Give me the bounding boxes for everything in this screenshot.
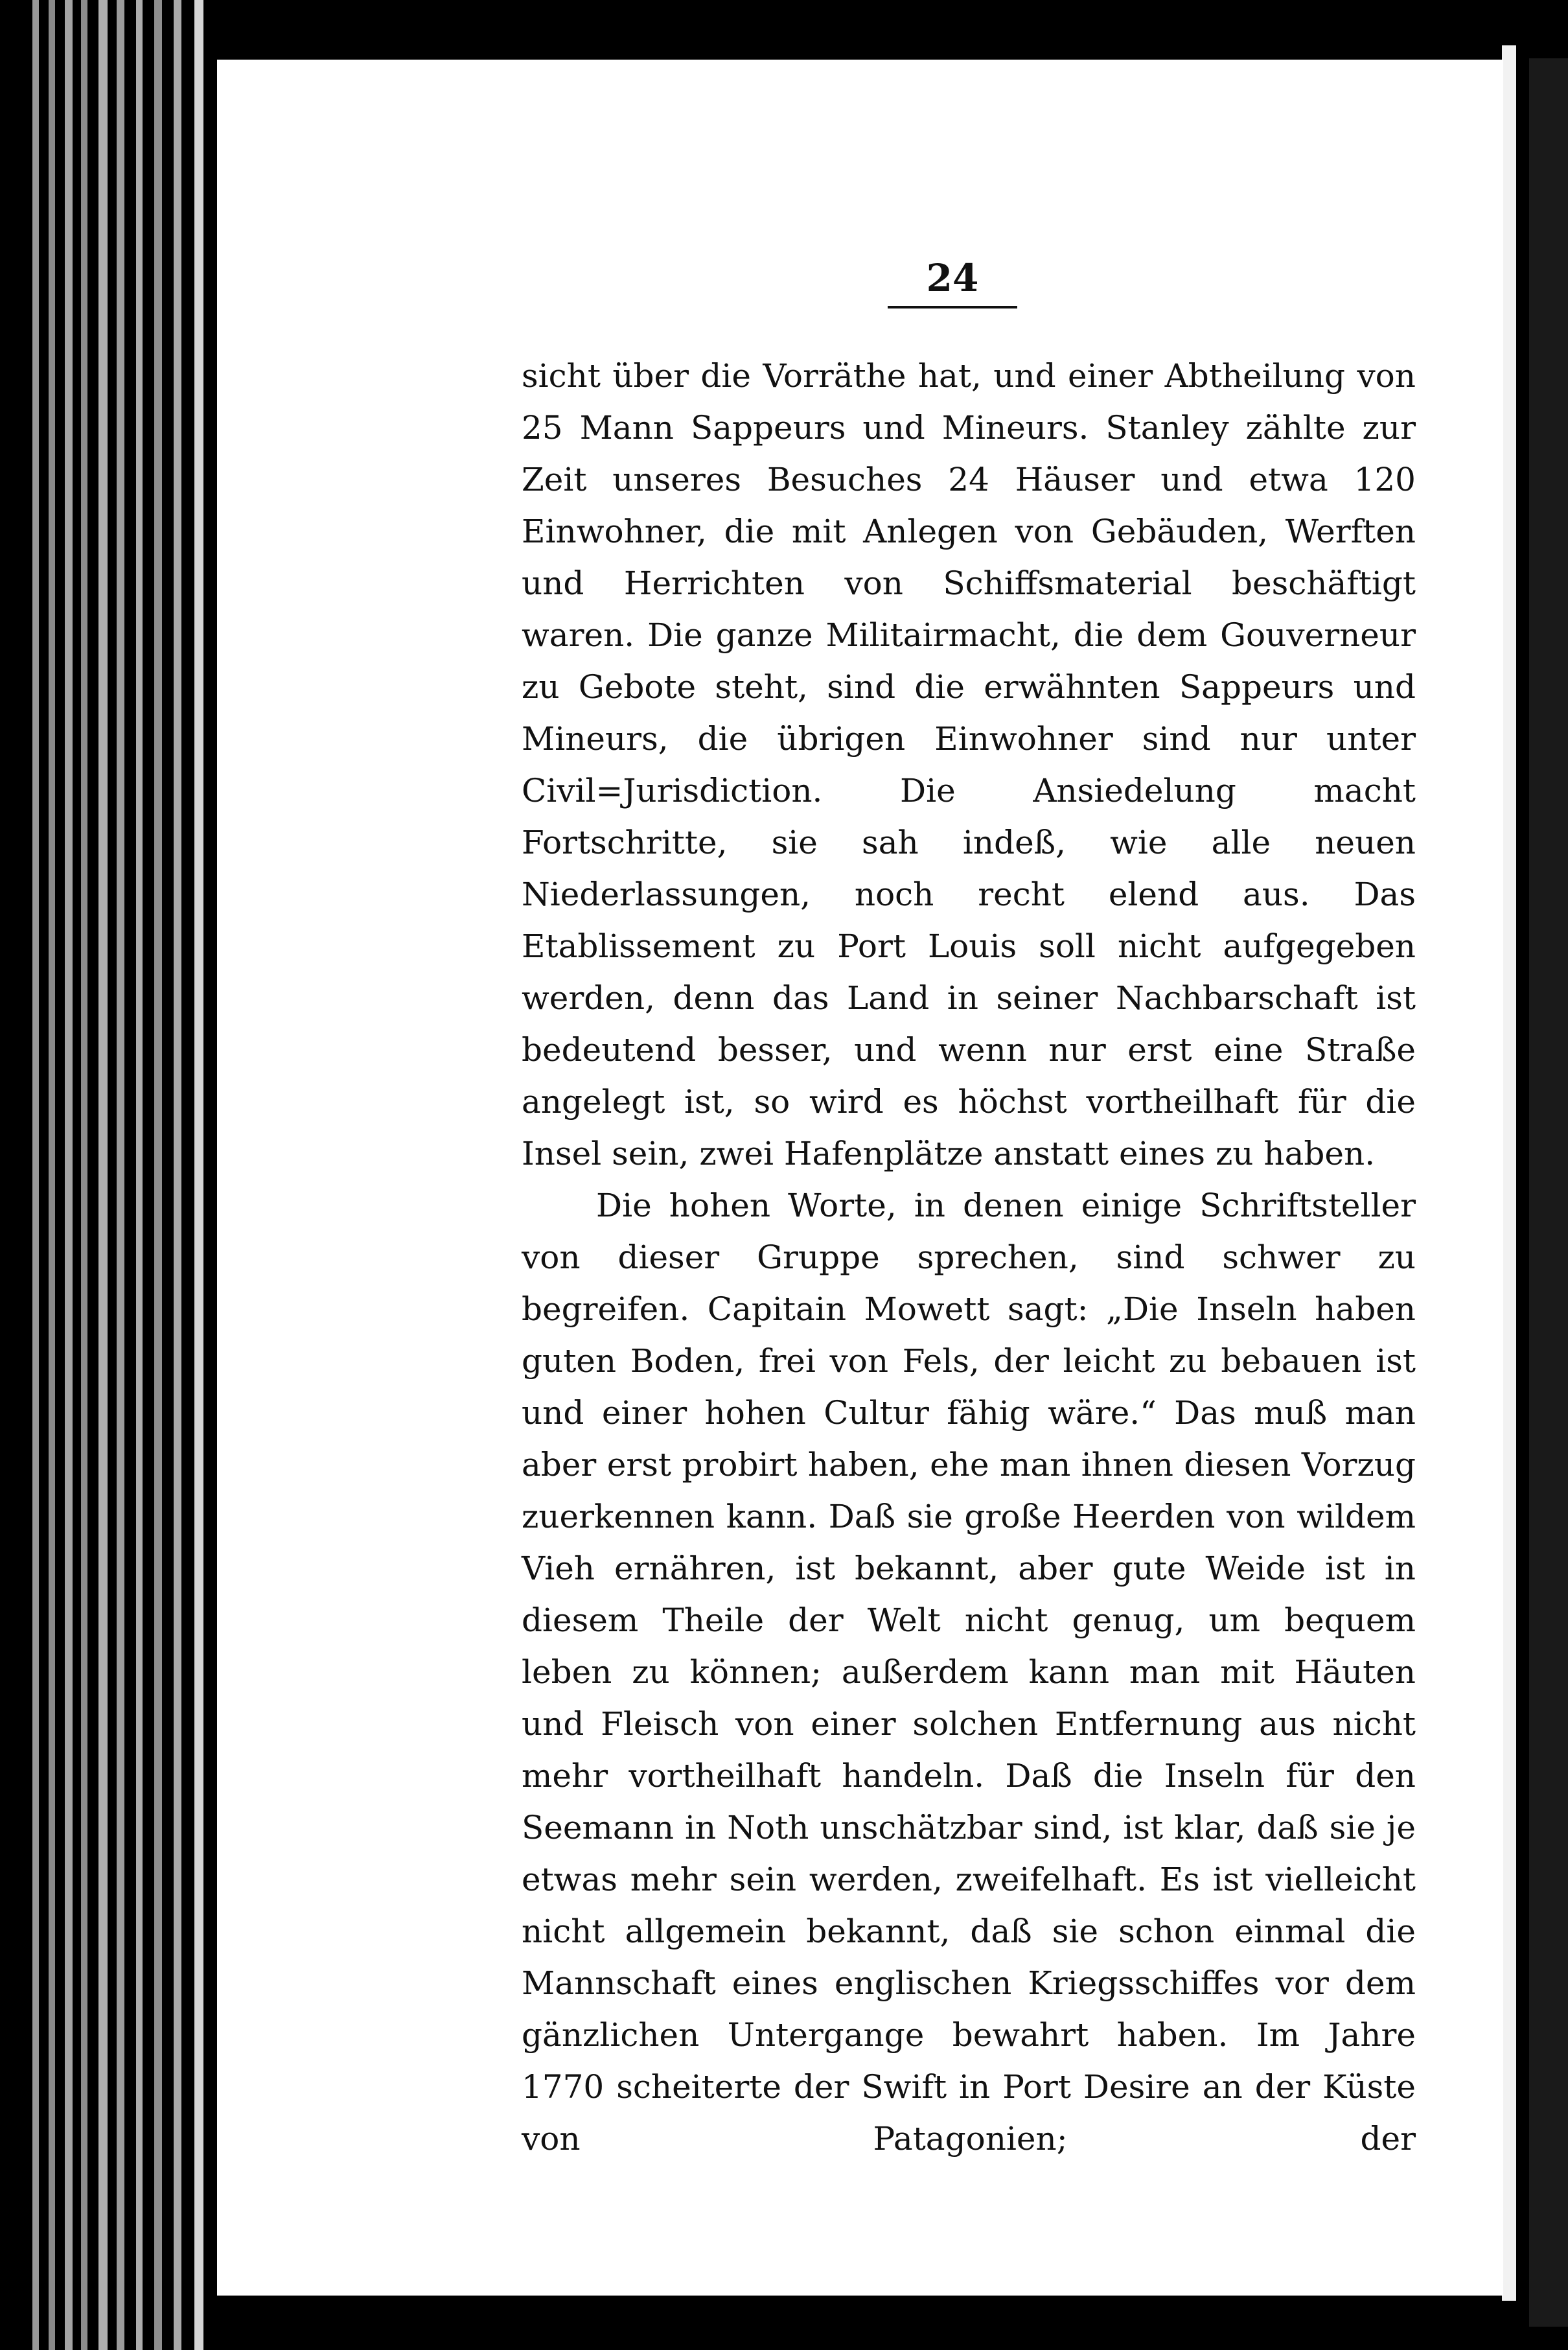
next-page-edge bbox=[1502, 45, 1516, 2301]
book-edge-strip bbox=[117, 0, 124, 2350]
right-shadow bbox=[1529, 58, 1568, 2327]
book-edge-strip bbox=[65, 0, 73, 2350]
book-edge-strip bbox=[49, 0, 55, 2350]
page-number-rule bbox=[888, 306, 1017, 308]
book-edge-strip bbox=[32, 0, 39, 2350]
page-body bbox=[522, 350, 1416, 2165]
paragraph-1: sicht über die Vorräthe hat, und einer Abtheilung von 25 Mann Sappeurs und Mineurs. Stanley zählte zur Zeit unseres Besuches 24 Häuser und etwa 120 Einwohner, die mit Anlegen von Gebäuden, Werften und Herrichten von Schiffsmaterial beschäftigt waren. Die ganze Militairmacht, die dem Gouverneur zu Gebote steht, sind die erwähnten Sappeurs und Mineurs, die übrigen Einwohner sind nur unter Civil=Jurisdiction. Die Ansiedelung macht Fortschritte, sie sah indeß, wie alle neuen Niederlassungen, noch recht elend aus. Das Etablissement zu Port Louis soll nicht aufgegeben werden, denn das Land in seiner Nachbarschaft ist bedeutend besser, und wenn nur erst eine Straße angelegt ist, so wird es höchst vortheilhaft für die Insel sein, zwei Hafenplätze anstatt eines zu haben. bbox=[522, 357, 1416, 1172]
book-edge-strip bbox=[174, 0, 181, 2350]
book-edge-strip bbox=[81, 0, 87, 2350]
book-edge-strip bbox=[98, 0, 108, 2350]
book-edge-strip bbox=[154, 0, 162, 2350]
book-edge-strip bbox=[194, 0, 203, 2350]
book-edge-strip bbox=[136, 0, 143, 2350]
paragraph-2: Die hohen Worte, in denen einige Schriftsteller von dieser Gruppe sprechen, sind schwer zu begreifen. Capitain Mowett sagt: „Die Inseln haben guten Boden, frei von Fels, der leicht zu bebauen ist und einer hohen Cultur fähig wäre.“ Das muß man aber erst probirt haben, ehe man ihnen diesen Vorzug zuerkennen kann. Daß sie große Heerden von wildem Vieh ernähren, ist bekannt, aber gute Weide ist in diesem Theile der Welt nicht genug, um bequem leben zu können; außerdem kann man mit Häuten und Fleisch von einer solchen Entfernung aus nicht mehr vortheilhaft handeln. Daß die Inseln für den Seemann in Noth unschätzbar sind, ist klar, daß sie je etwas mehr sein werden, zweifelhaft. Es ist vielleicht nicht allgemein bekannt, daß sie schon einmal die Mannschaft eines englischen Kriegsschiffes vor dem gänzlichen Untergange bewahrt haben. Im Jahre 1770 scheiterte der Swift in Port Desire an der Küste von Patagonien; der bbox=[522, 1187, 1416, 2158]
page-number: 24 bbox=[926, 256, 979, 300]
